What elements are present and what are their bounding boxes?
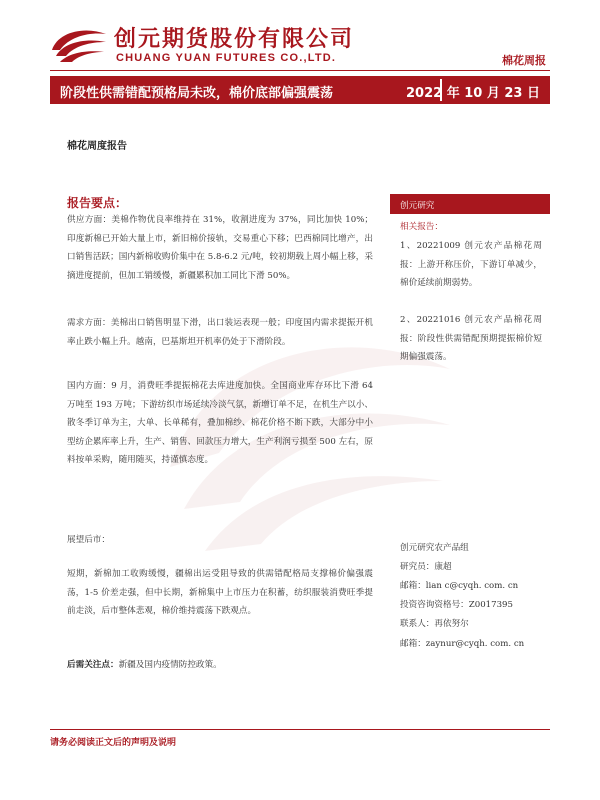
company-name-cn: 创元期货股份有限公司 xyxy=(114,26,355,52)
footer-disclaimer[interactable]: 请务必阅读正文后的声明及说明 xyxy=(50,738,177,748)
sidebar-header xyxy=(390,194,550,214)
supply-paragraph: 供应方面：美棉作物优良率维持在 31%，收割进度为 37%，同比加快 10%；印度新棉已开始大量上市，新旧棉价接轨，交易重心下移；巴西棉同比增产，出口销售活跃；国内新棉收购价集中在 5.8-6.2 元/吨，较初期载上周小幅上移，采摘进度提前，但加工销缓慢，新疆累积加工同比下滑 50%。 xyxy=(67,215,373,281)
document-type: 棉花周度报告 xyxy=(67,141,127,152)
domestic-paragraph: 国内方面：9 月，消费旺季提振棉花去库进度加快。全国商业库存环比下滑 64 万吨至 193 万吨；下游纺织市场延续冷淡气氛，新增订单不足，在机生产以小、散冬季订单为主，大单、长单稀有，叠加棉纱、棉花价格不断下跌，大部分中小型纺企累库率上升，生产、销售、回款压力增大，生产利润亏损至 500 左右，原料按单采购，随用随买，持谨慎态度。 xyxy=(67,381,373,466)
researcher-name: 研究员：康超 xyxy=(400,562,452,572)
company-logo-icon xyxy=(50,20,108,66)
focus-label: 后需关注点： xyxy=(67,660,119,670)
researcher-email[interactable]: 邮箱：lian c@cyqh. com. cn xyxy=(400,581,519,591)
key-points-heading: 报告要点： xyxy=(67,196,128,210)
contact-person: 联系人：再依努尔 xyxy=(400,619,469,629)
title-bar xyxy=(50,76,550,104)
related-report-item[interactable]: 2、20221016 创元农产品棉花周报：阶段性供需错配预期提振棉价短期偏强震荡。 xyxy=(400,315,542,363)
outlook-paragraph: 短期，新棉加工收购缓慢，疆棉出运受阻导致的供需错配格局支撑棉价偏强震荡，1-5 价差走强，但中长期，新棉集中上市压力在积蓄，纺织服装消费旺季提前走淡，后市整体悲观，棉价维持震荡下跌观点。 xyxy=(67,569,373,617)
header-divider xyxy=(50,70,550,71)
research-group: 创元研究农产品组 xyxy=(400,543,469,553)
focus-line xyxy=(67,658,222,670)
related-reports-heading: 相关报告： xyxy=(400,222,443,232)
report-date: 2022 年 10 月 23 日 xyxy=(406,86,540,101)
company-name-en: CHUANG YUAN FUTURES CO.,LTD. xyxy=(116,52,337,64)
related-report-item[interactable]: 1、20221009 创元农产品棉花周报：上游开称压价，下游订单减少，棉价延续前期弱势。 xyxy=(400,241,542,289)
footer-divider xyxy=(50,729,550,730)
outlook-heading: 展望后市： xyxy=(67,535,110,545)
license-number: 投资咨询资格号：Z0017395 xyxy=(400,600,513,610)
focus-text: 新疆及国内疫情防控政策。 xyxy=(118,660,222,670)
demand-paragraph: 需求方面：美棉出口销售明显下滑，出口装运表现一般；印度国内需求提振开机率止跌小幅上升。越南，巴基斯坦开机率仍处于下滑阶段。 xyxy=(67,318,373,347)
report-series-tag: 棉花周报 xyxy=(502,54,546,67)
company-logo xyxy=(50,20,355,70)
sidebar-header-label: 创元研究 xyxy=(400,201,435,211)
report-title: 阶段性供需错配预格局未改，棉价底部偏强震荡 xyxy=(60,86,334,101)
contact-email[interactable]: 邮箱：zaynur@cyqh. com. cn xyxy=(400,639,525,649)
